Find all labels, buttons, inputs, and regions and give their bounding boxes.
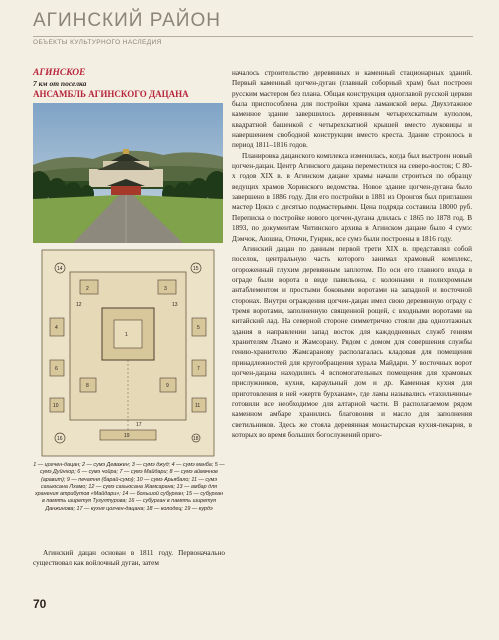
plan-label: 10 [53, 403, 59, 409]
datsan-photo [33, 103, 223, 243]
page-number: 70 [33, 597, 47, 611]
right-column-text [232, 68, 472, 440]
header-divider [33, 36, 473, 37]
datsan-site-plan [40, 248, 216, 458]
plan-label: 3 [164, 286, 167, 292]
plan-label: 15 [193, 266, 199, 272]
plan-caption: 1 — цогчен-дацан; 2 — сумэ Деважен; 3 — сумэ джуд; 4 — сумэ манба; 5 — сумэ Дуйнхор; 6 — сумэ чойра; 7 — сумэ Майдари; 8 — сумэ аймачное (аравит); 9 — печатня (барай-сумэ); 10 — сумэ Арьябало; 11 — сумэ сахьюсана Лхамо; 12 — сумэ сахьюсана Жамсарана; 13 — амбар для хранения атрибутов «Майдари»; 14 — большой субурган; 15 — субурган в память ширетуя Тугултурова; 16 — субурган в память ширетуя Данжинова; 17 — кухня цогчен-дацана; 18 — колодец; 19 — курдэ [33, 462, 225, 512]
plan-label: 14 [57, 266, 63, 272]
datsan-photo-illustration [33, 103, 223, 243]
paragraph: Планировка дацанского комплекса изменилась, когда был выстроен новый цогчен-дацан. Центр Агинского дацана переместился на северо-восток; С 80-х годов XIX в. в Агинском дацане храмы начали строиться по образцу ведущих храмов Хоринского ведомства. Новое здание цогчен-дугана было завершено в 1886 году. Для его постройки в 1881 из Оронгоя был приглашен мастер Цокзэ с десятью подмастерьями. Цена подряда составила 18000 руб. Переписка о постройке нового цогчен-дугана длилась с 1865 по 1878 год. В 1893, по документам Читинского архива в Агинском дацане было 4 сумэ: Дэмчок, Аюшиа, Отючи, Гунрик, все сумэ были построены в 1816 году. [232, 151, 472, 243]
plan-label: 19 [124, 433, 130, 439]
plan-label: 1 [125, 332, 128, 338]
plan-label: 11 [195, 403, 201, 409]
plan-label: 13 [172, 302, 178, 308]
main-temple-core [114, 320, 142, 348]
plan-label: 18 [193, 436, 199, 442]
location-name: АГИНСКОЕ [33, 68, 86, 78]
plan-label: 5 [197, 325, 200, 331]
paragraph: Агинский дацан основан в 1811 году. Первоначально существовал как войлочный дуган, затем [33, 549, 225, 568]
location-distance: 7 км от поселка [33, 79, 87, 88]
plan-label: 4 [55, 325, 58, 331]
plan-label: 7 [197, 366, 200, 372]
building-3 [158, 280, 176, 294]
location-heading [33, 68, 223, 100]
roof-ornament [123, 149, 129, 154]
plan-label: 17 [136, 422, 142, 428]
plan-label: 16 [57, 436, 63, 442]
site-plan-drawing [40, 248, 216, 458]
plan-label: 2 [86, 286, 89, 292]
section-title: АГИНСКИЙ РАЙОН [33, 10, 221, 31]
plan-label: 12 [76, 302, 82, 308]
page-header [33, 10, 473, 46]
plan-label: 8 [86, 383, 89, 389]
paragraph: Агинский дацан по данным первой трети XIX в. представлял собой поселок, центральную часть которого занимал храмовый комплекс, огороженный глухим деревянным заплотом. По оси его главного входа в ограде были ворота в виде павильона, с колоннами и полихромным антаблементом и простыми боковыми воротами на западной и восточной сторонах. Внутри ограждения цогчен-дацан имел свою деревянную ограду с тремя воротами, заполненную священной рощей, с входными воротами на китайский лад. На северной стороне симметрично стояли два одноэтажных здания в направлении запад восток для каждодневных служб гениям хранителям Лхамо и Жамсорану. Рядом с домом для совершения службы гению-хранителю Жамсаранову располагалась кладовая для помещения принадлежностей для кругообращения хурала Майдари. У восточных ворот цогчен-дацана находились 4 вспомогательных помещения для храмовых прислужников, кухня, караульный дом и др. Каменная кухня для приготовления в ней «жертв бурханам», где ламы назывались «тахильчины» готовили все необходимое для алтарной части. В располагаемом рядом каменном амбаре хранились благовония и масло для заполнения светильников. Здесь же стояла деревянная монастырская кухня-пекарня, в которых во время больших богослужений приго- [232, 244, 472, 440]
plan-label: 6 [55, 366, 58, 372]
gate [111, 185, 141, 195]
monument-title: АНСАМБЛЬ АГИНСКОГО ДАЦАНА [33, 89, 189, 99]
left-column-text [33, 548, 225, 569]
section-subtitle: ОБЪЕКТЫ КУЛЬТУРНОГО НАСЛЕДИЯ [33, 39, 162, 46]
building-2 [80, 280, 98, 294]
paragraph: началось строительство деревянных и каменный стационарных зданий. Первый каменный цогчен-дуган (главный соборный храм) был построен русским мастером без плана. Общая конструкция одноглавой русской церкви была приспособлена для постройки храма ламаиской веры. Двухэтажное каменное здание завершилось деревянным четырехскатным куполом, квадратной башенкой с четырехскатной крышей вместо луковицы и навершением свободной конструкции вместо креста. Здание строилось в период 1811–1816 годов. [232, 69, 472, 150]
plan-label: 9 [166, 383, 169, 389]
